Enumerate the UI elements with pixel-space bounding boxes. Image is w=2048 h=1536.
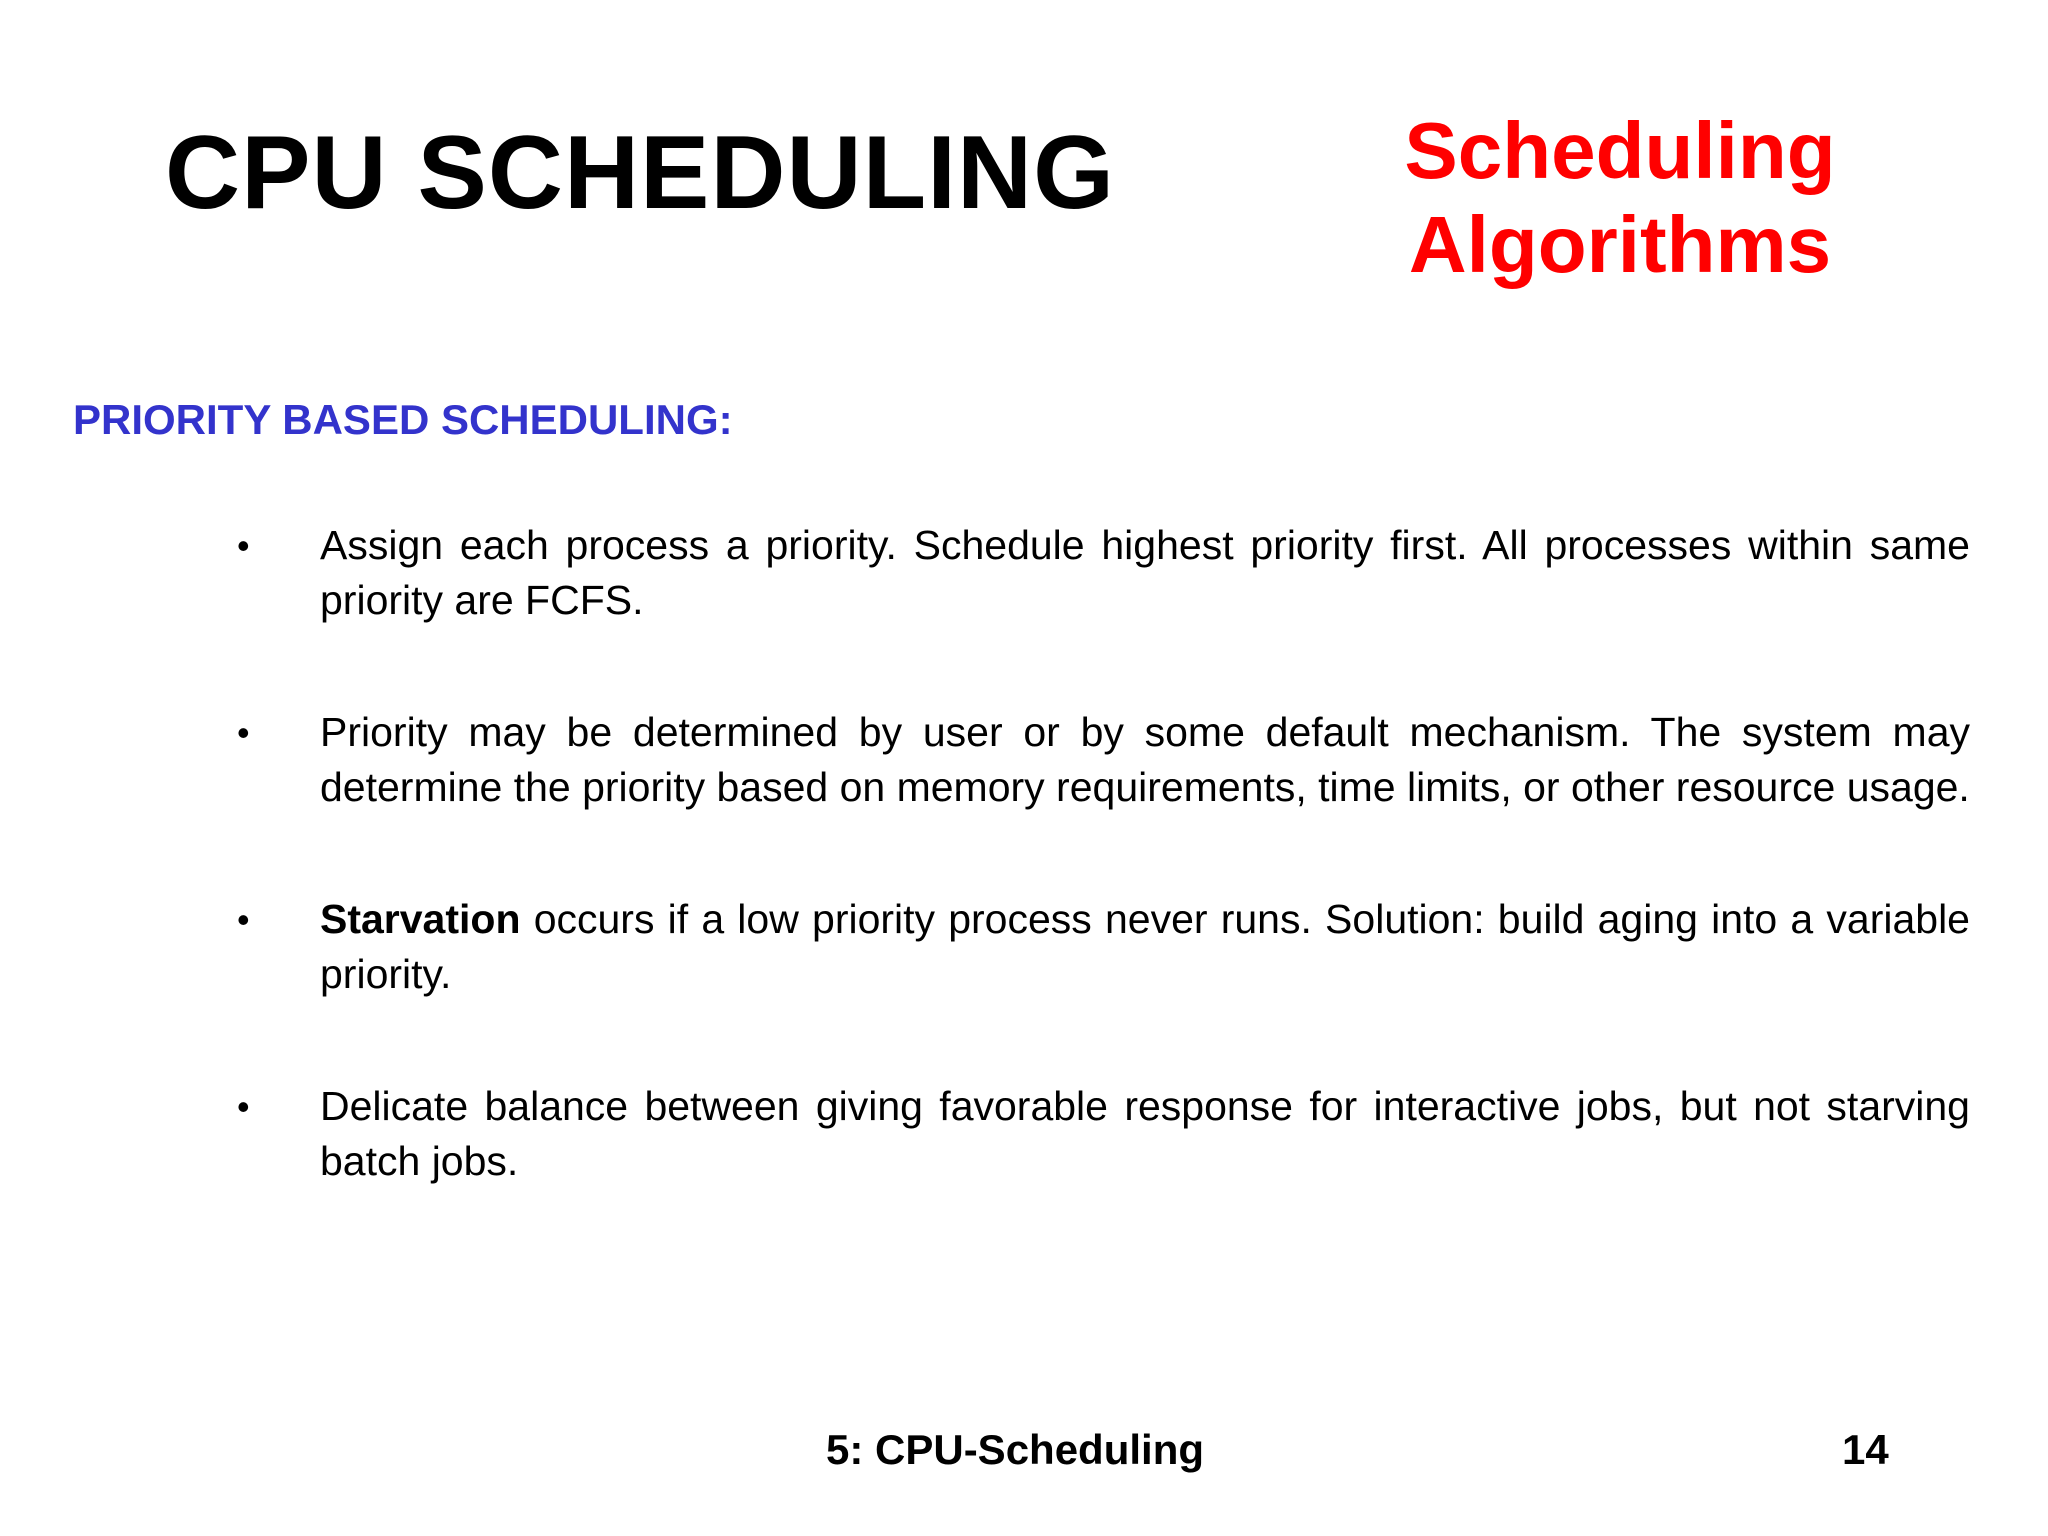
- bullet-icon: •: [237, 899, 250, 940]
- footer-label: 5: CPU-Scheduling: [826, 1426, 1205, 1473]
- bullet-icon: •: [237, 1086, 250, 1127]
- slide-subtitle: [1370, 104, 1870, 293]
- bullet-icon: •: [237, 525, 250, 566]
- bullet-item: [235, 1079, 1970, 1189]
- page-number: 14: [1842, 1426, 1889, 1473]
- subtitle-line-2: Algorithms: [1408, 200, 1832, 290]
- bullet-item: [235, 518, 1970, 628]
- bullet-text: [320, 518, 1970, 628]
- bullet-item: [235, 892, 1970, 1002]
- bullet-text: [320, 892, 1970, 1002]
- slide-title: CPU SCHEDULING: [165, 115, 1116, 231]
- bullet-item: [235, 705, 1970, 815]
- subtitle-line-1: Scheduling: [1404, 106, 1836, 195]
- bullet-body: occurs if a low priority process never runs. Solution: build aging into a variable priority.: [320, 896, 1970, 997]
- bullet-text: [320, 705, 1970, 815]
- bullet-list: [235, 518, 1970, 1189]
- section-heading: PRIORITY BASED SCHEDULING:: [73, 396, 733, 443]
- bullet-bold-term: Starvation: [320, 896, 521, 942]
- bullet-icon: •: [237, 712, 250, 753]
- bullet-body: Delicate balance between giving favorable response for interactive jobs, but not starving batch jobs.: [320, 1083, 1970, 1184]
- bullet-body: Assign each process a priority. Schedule highest priority first. All processes within same priority are FCFS.: [320, 522, 1970, 623]
- bullet-body: Priority may be determined by user or by some default mechanism. The system may determine the priority based on memory requirements, time limits, or other resource usage.: [320, 709, 1970, 810]
- bullet-text: [320, 1079, 1970, 1189]
